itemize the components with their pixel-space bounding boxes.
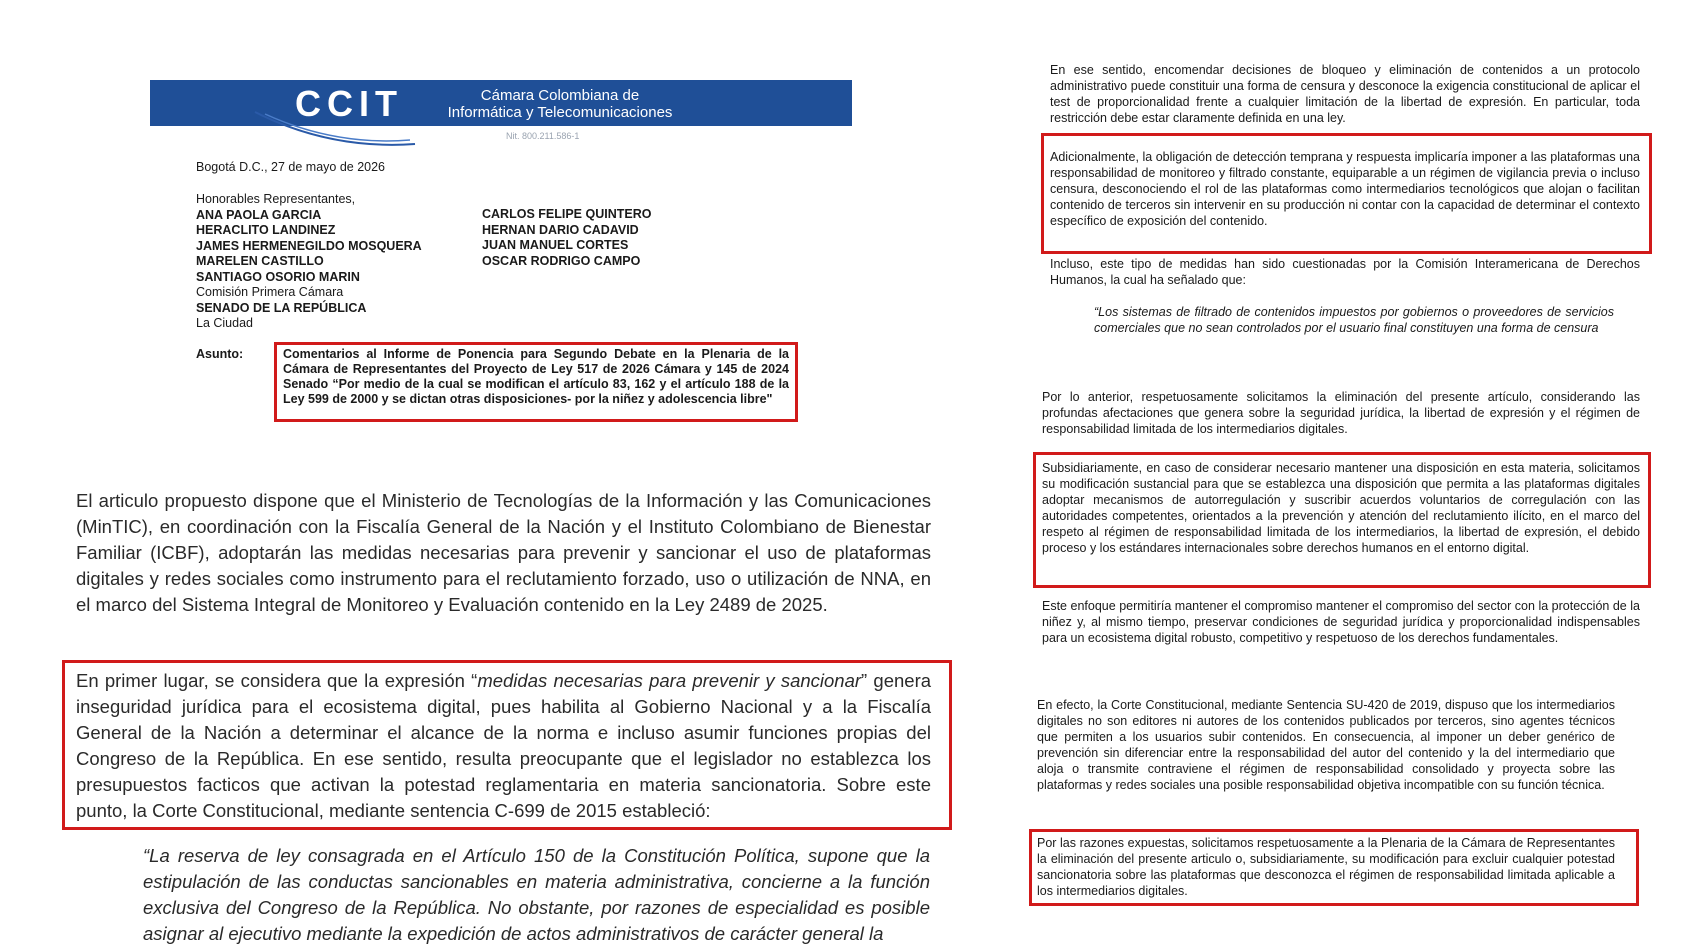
recipient: HERNAN DARIO CADAVID	[482, 222, 639, 237]
logo-org-line2: Informática y Telecomunicaciones	[447, 104, 673, 121]
right-paragraph-8: Por las razones expuestas, solicitamos respetuosamente a la Plenaria de la Cámara de Representantes la eliminación del presente articulo o, subsidiariamente, su modificación para excluir cualquier potestad sancionatoria sobre las plataformas que desconozca el régimen de responsabilidad limitada aplicable a los intermediarios digitales.	[1037, 836, 1615, 898]
asunto-text: Comentarios al Informe de Ponencia para Segundo Debate en la Plenaria de la Cámara de Representantes del Proyecto de Ley 517 de 2026 Cámara y 145 de 2024 Senado “Por medio de la cual se modifican el artículo 83, 162 y el artículo 188 de la Ley 599 de 2000 y se dictan otras disposiciones- por la niñez y adolescencia libre"	[274, 342, 798, 422]
right-paragraph-5: Subsidiariamente, en caso de considerar necesario mantener una disposición en esta materia, solicitamos su modificación sustancial para que se establezca una disposición que permita a las plataformas digitales adoptar mecanismos de autorregulación y suscribir acuerdos voluntarios de corregulación con las autoridades competentes, orientados a la prevención y atención del reclutamiento ilícito, en el marco del respeto al régimen de responsabilidad limitada de los intermediarios, la libertad de expresión, el debido proceso y los estándares internacionales sobre derechos humanos en el entorno digital.	[1042, 461, 1640, 555]
recipient: OSCAR RODRIGO CAMPO	[482, 253, 641, 268]
left-quote: “La reserva de ley consagrada en el Artículo 150 de la Constitución Política, supone que la estipulación de las conductas sancionables en materia administrativa, concierne a la función exclusiva del Congreso de la República. No obstante, por razones de especialidad es posible asignar al ejecutivo mediante la expedición de actos administrativos de carácter general la	[143, 845, 930, 944]
recipient: JUAN MANUEL CORTES	[482, 238, 629, 252]
logo-org-line1: Cámara Colombiana de	[480, 87, 640, 104]
recipient: SANTIAGO OSORIO MARIN	[196, 269, 360, 284]
recipients-left	[196, 192, 496, 332]
logo-nit: Nit. 800.211.586-1	[506, 131, 580, 141]
p2-italic: medidas necesarias para prevenir y sancionar	[477, 670, 862, 691]
recipients-right	[482, 207, 742, 269]
p2-end: ” genera inseguridad jurídica para el ecosistema digital, pues habilita al Gobierno Nacional y a la Fiscalía General de la Nación a determinar el alcance de la norma e incluso asumir funciones propias del Congreso de la República. En ese sentido, resulta preocupante que el legislador no establezca los presupuestos facticos que activan la potestad reglamentaria en materia sancionatoria. Sobre este punto, la Corte Constitucional, mediante sentencia C-699 de 2015 estableció:	[76, 670, 932, 821]
logo-wordmark: CCIT	[295, 83, 403, 124]
asunto-label: Asunto:	[196, 347, 244, 361]
right-paragraph-7: En efecto, la Corte Constitucional, mediante Sentencia SU-420 de 2019, dispuso que los intermediarios digitales no son editores ni autores de los contenidos publicados por terceros, sino agentes técnicos que permiten a los usuarios subir contenidos. En consecuencia, al imponer un deber genérico de prevención sin diferenciar entre la responsabilidad del autor del contenido y la del intermediario que aloja o transmite contraviene el régimen de responsabilidad consolidado y proyecta sobre las plataformas y redes sociales una posible responsabilidad objetiva incompatible con su función técnica.	[1037, 698, 1615, 792]
right-paragraph-3: Incluso, este tipo de medidas han sido cuestionadas por la Comisión Interamericana de Derechos Humanos, la cual ha señalado que:	[1050, 257, 1640, 287]
logo-org-name	[440, 87, 680, 121]
recipient: JAMES HERMENEGILDO MOSQUERA	[196, 238, 422, 253]
city: La Ciudad	[196, 316, 253, 330]
right-paragraph-6: Este enfoque permitiría mantener el compromiso mantener el compromiso del sector con la protección de la niñez y, al mismo tiempo, preservar condiciones de seguridad jurídica y proporcionalidad indispensables para un ecosistema digital robusto, competitivo y respetuoso de los derechos fundamentales.	[1042, 599, 1640, 645]
recipient: HERACLITO LANDINEZ	[196, 223, 336, 237]
recipient: ANA PAOLA GARCIA	[196, 207, 322, 222]
recipient: MARELEN CASTILLO	[196, 254, 324, 268]
right-quote: “Los sistemas de filtrado de contenidos impuestos por gobiernos o proveedores de servicios comerciales que no sean controlados por el usuario final constituyen una forma de censura	[1094, 305, 1614, 335]
p2-start: En primer lugar, se considera que la expresión “	[76, 670, 478, 691]
senate: SENADO DE LA REPÚBLICA	[196, 300, 367, 315]
left-paragraph-1: El articulo propuesto dispone que el Ministerio de Tecnologías de la Información y las Comunicaciones (MinTIC), en coordinación con la Fiscalía General de la Nación y el Instituto Colombiano de Bienestar Familiar (ICBF), adoptarán las medidas necesarias para prevenir y sancionar el uso de plataformas digitales y redes sociales como instrumento para el reclutamiento forzado, uso o utilización de NNA, en el marco del Sistema Integral de Monitoreo y Evaluación contenido en la Ley 2489 de 2025.	[76, 490, 931, 615]
greeting: Honorables Representantes,	[196, 192, 356, 206]
right-paragraph-2: Adicionalmente, la obligación de detección temprana y respuesta implicaría imponer a las plataformas una responsabilidad de monitoreo y filtrado constante, equiparable a un régimen de vigilancia previa o incluso censura, desconociendo el rol de las plataformas como intermediarios tecnológicos que alojan o facilitan contenido de terceros sin intervenir en su producción ni contar con la capacidad de determinar el contexto específico de exposición del contenido.	[1050, 150, 1640, 228]
right-paragraph-1: En ese sentido, encomendar decisiones de bloqueo y eliminación de contenidos a un protocolo administrativo puede constituir una forma de censura y desconoce la exigencia constitucional de aplicar el test de proporcionalidad frente a cualquier limitación de la libertad de expresión. En particular, toda restricción debe estar claramente definida en una ley.	[1050, 63, 1640, 125]
right-paragraph-4: Por lo anterior, respetuosamente solicitamos la eliminación del presente artículo, considerando las profundas afectaciones que genera sobre la seguridad jurídica, la libertad de expresión y el régimen de responsabilidad limitada de los intermediarios digitales.	[1042, 390, 1640, 436]
recipient: CARLOS FELIPE QUINTERO	[482, 207, 652, 221]
left-paragraph-2	[76, 668, 931, 824]
letter-date: Bogotá D.C., 27 de mayo de 2026	[196, 160, 386, 174]
commission: Comisión Primera Cámara	[196, 285, 344, 299]
